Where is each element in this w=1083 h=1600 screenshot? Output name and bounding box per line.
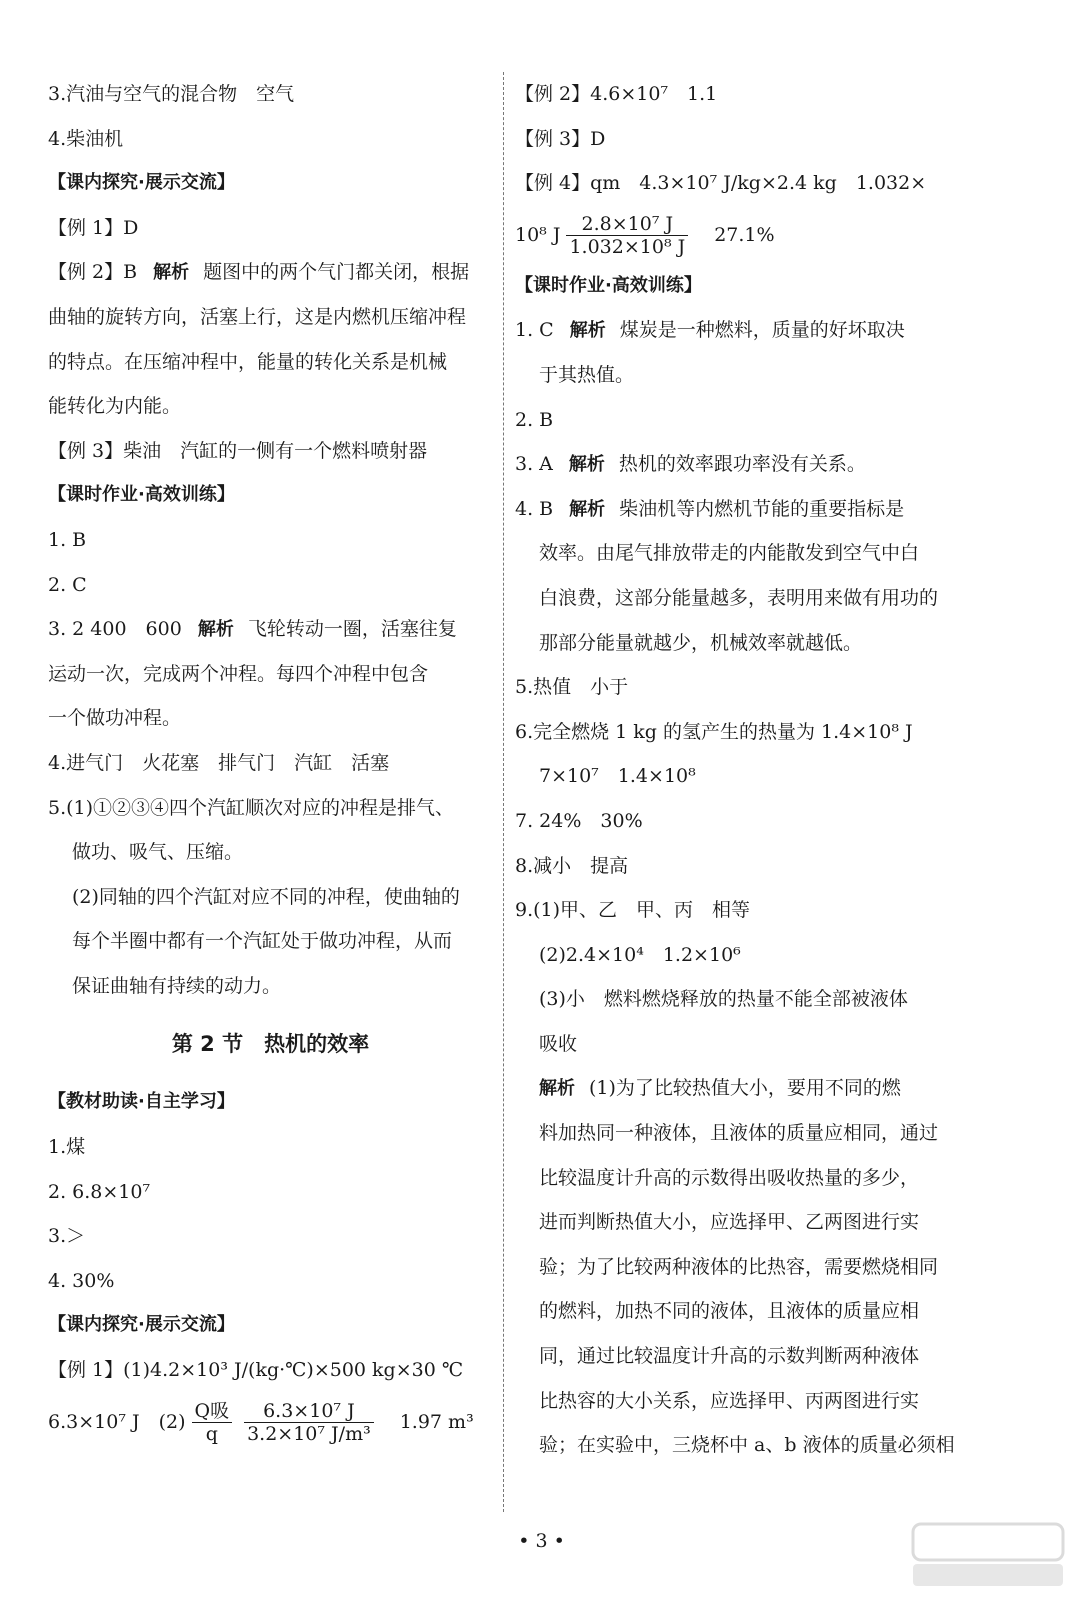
text-line — [48, 607, 493, 652]
text-line: 【例 3】D — [515, 127, 606, 150]
formula-text: 6.3×10⁷ J (2) — [48, 1410, 186, 1433]
fraction — [566, 213, 688, 258]
example-tag: 【例 2】B — [48, 261, 138, 284]
analysis-label: 解析 — [197, 619, 234, 641]
text-line: 8.减小 提高 — [515, 854, 629, 877]
analysis-text: 题图中的两个气门都关闭，根据 — [203, 261, 470, 284]
text-line — [515, 442, 975, 487]
text-line: 【例 1】(1)4.2×10³ J/(kg·℃)×500 kg×30 ℃ — [48, 1359, 464, 1382]
column-divider — [503, 72, 504, 1512]
text-line: (2)同轴的四个汽缸对应不同的冲程，使曲轴的 — [72, 885, 460, 908]
analysis-label: 解析 — [569, 320, 606, 342]
text-line: 2. C — [48, 573, 87, 596]
formula-line — [515, 206, 975, 264]
analysis-label: 解析 — [539, 1078, 575, 1100]
text-line: 7. 24% 30% — [515, 809, 643, 832]
text-line: 一个做功冲程。 — [48, 707, 182, 730]
text-line: 运动一次，完成两个冲程。每四个冲程中包含 — [48, 662, 429, 685]
section-heading: 【教材助读·自主学习】 — [48, 1091, 235, 1113]
text-line: 进而判断热值大小，应选择甲、乙两图进行实 — [539, 1211, 920, 1234]
answer-text: 4. B — [515, 497, 554, 520]
text-line: 7×10⁷ 1.4×10⁸ — [539, 765, 696, 788]
text-line: 3.＞ — [48, 1225, 86, 1248]
analysis-label: 解析 — [569, 498, 606, 520]
text-line: 4.柴油机 — [48, 127, 124, 150]
fraction-denominator: 1.032×10⁸ J — [569, 236, 686, 259]
fraction-numerator: Q吸 — [192, 1400, 233, 1423]
section-heading: 【课内探究·展示交流】 — [48, 172, 235, 194]
text-line — [515, 308, 975, 353]
answer-text: 3. A — [515, 453, 553, 476]
text-line: 于其热值。 — [539, 363, 635, 386]
formula-text: 27.1% — [714, 223, 775, 246]
left-column — [48, 72, 493, 1451]
formula-line — [48, 1393, 493, 1451]
fraction-numerator: 6.3×10⁷ J — [244, 1400, 374, 1423]
text-line — [515, 1066, 975, 1111]
text-line: 验；为了比较两种液体的比热容，需要燃烧相同 — [539, 1255, 939, 1278]
answer-text: 1. C — [515, 319, 554, 342]
text-line: 2. 6.8×10⁷ — [48, 1180, 151, 1203]
text-line: 【例 1】D — [48, 216, 139, 239]
formula-text: 1.97 m³ — [399, 1410, 474, 1433]
analysis-label: 解析 — [568, 454, 605, 476]
text-line: 的特点。在压缩冲程中，能量的转化关系是机械 — [48, 350, 448, 373]
fraction-denominator: q — [205, 1423, 218, 1446]
text-line: 料加热同一种液体，且液体的质量应相同，通过 — [539, 1122, 939, 1145]
fraction-denominator: 3.2×10⁷ J/m³ — [247, 1423, 371, 1446]
text-line: 吸收 — [539, 1032, 578, 1055]
text-line: 3.汽油与空气的混合物 空气 — [48, 83, 295, 105]
text-line — [48, 250, 493, 295]
analysis-text: 煤炭是一种燃料，质量的好坏取决 — [619, 319, 905, 342]
text-line: 能转化为内能。 — [48, 395, 182, 418]
analysis-text: (1)为了比较热值大小，要用不同的燃 — [589, 1077, 901, 1100]
text-line: 4. 30% — [48, 1269, 115, 1292]
answer-text: 3. 2 400 600 — [48, 618, 182, 641]
text-line: 【例 2】4.6×10⁷ 1.1 — [515, 83, 718, 105]
text-line: 做功、吸气、压缩。 — [72, 841, 244, 864]
analysis-text: 热机的效率跟功率没有关系。 — [618, 453, 866, 476]
watermark-logo-icon — [909, 1520, 1069, 1590]
text-line: 那部分能量就越少，机械效率就越低。 — [539, 631, 863, 654]
analysis-text: 飞轮转动一圈，活塞往复 — [247, 618, 457, 641]
text-line: 曲轴的旋转方向，活塞上行，这是内燃机压缩冲程 — [48, 305, 467, 328]
fraction-numerator: 2.8×10⁷ J — [566, 213, 688, 236]
text-line: 5.热值 小于 — [515, 676, 629, 699]
text-line: 每个半圈中都有一个汽缸处于做功冲程，从而 — [72, 930, 453, 953]
right-column — [515, 72, 975, 1468]
analysis-text: 柴油机等内燃机节能的重要指标是 — [619, 497, 905, 520]
text-line: 比较温度计升高的示数得出吸收热量的多少， — [539, 1166, 920, 1189]
text-line: 1. B — [48, 528, 87, 551]
fraction — [244, 1400, 374, 1445]
text-line: 【例 3】柴油 汽缸的一侧有一个燃料喷射器 — [48, 439, 428, 462]
text-line: 5.(1)①②③④四个汽缸顺次对应的冲程是排气、 — [48, 796, 455, 819]
text-line: 4.进气门 火花塞 排气门 汽缸 活塞 — [48, 751, 390, 774]
text-line: (2)2.4×10⁴ 1.2×10⁶ — [539, 943, 741, 966]
text-line: 效率。由尾气排放带走的内能散发到空气中白 — [539, 542, 920, 565]
fraction — [192, 1400, 233, 1445]
formula-text: 10⁸ J — [515, 223, 561, 246]
text-line: 验；在实验中，三烧杯中 a、b 液体的质量必须相 — [539, 1434, 955, 1457]
text-line: 【例 4】qm 4.3×10⁷ J/kg×2.4 kg 1.032× — [515, 172, 927, 195]
text-line: 比热容的大小关系，应选择甲、丙两图进行实 — [539, 1389, 920, 1412]
page-number: • 3 • — [518, 1530, 565, 1552]
text-line: 1.煤 — [48, 1136, 86, 1159]
text-line — [515, 487, 975, 532]
text-line: 9.(1)甲、乙 甲、丙 相等 — [515, 899, 751, 922]
analysis-label: 解析 — [153, 262, 190, 284]
text-line: 白浪费，这部分能量越多，表明用来做有用功的 — [539, 586, 939, 609]
section-heading: 【课时作业·高效训练】 — [48, 484, 235, 506]
section-heading: 【课内探究·展示交流】 — [48, 1314, 235, 1336]
text-line: (3)小 燃料燃烧释放的热量不能全部被液体 — [539, 988, 908, 1011]
section-heading: 【课时作业·高效训练】 — [515, 274, 702, 296]
text-line: 2. B — [515, 408, 554, 431]
text-line: 的燃料，加热不同的液体，且液体的质量应相 — [539, 1300, 920, 1323]
text-line: 6.完全燃烧 1 kg 的氢产生的热量为 1.4×10⁸ J — [515, 720, 913, 743]
text-line: 同，通过比较温度计升高的示数判断两种液体 — [539, 1345, 920, 1368]
text-line: 保证曲轴有持续的动力。 — [72, 974, 282, 997]
section-title: 第 2 节 热机的效率 — [171, 1032, 370, 1057]
